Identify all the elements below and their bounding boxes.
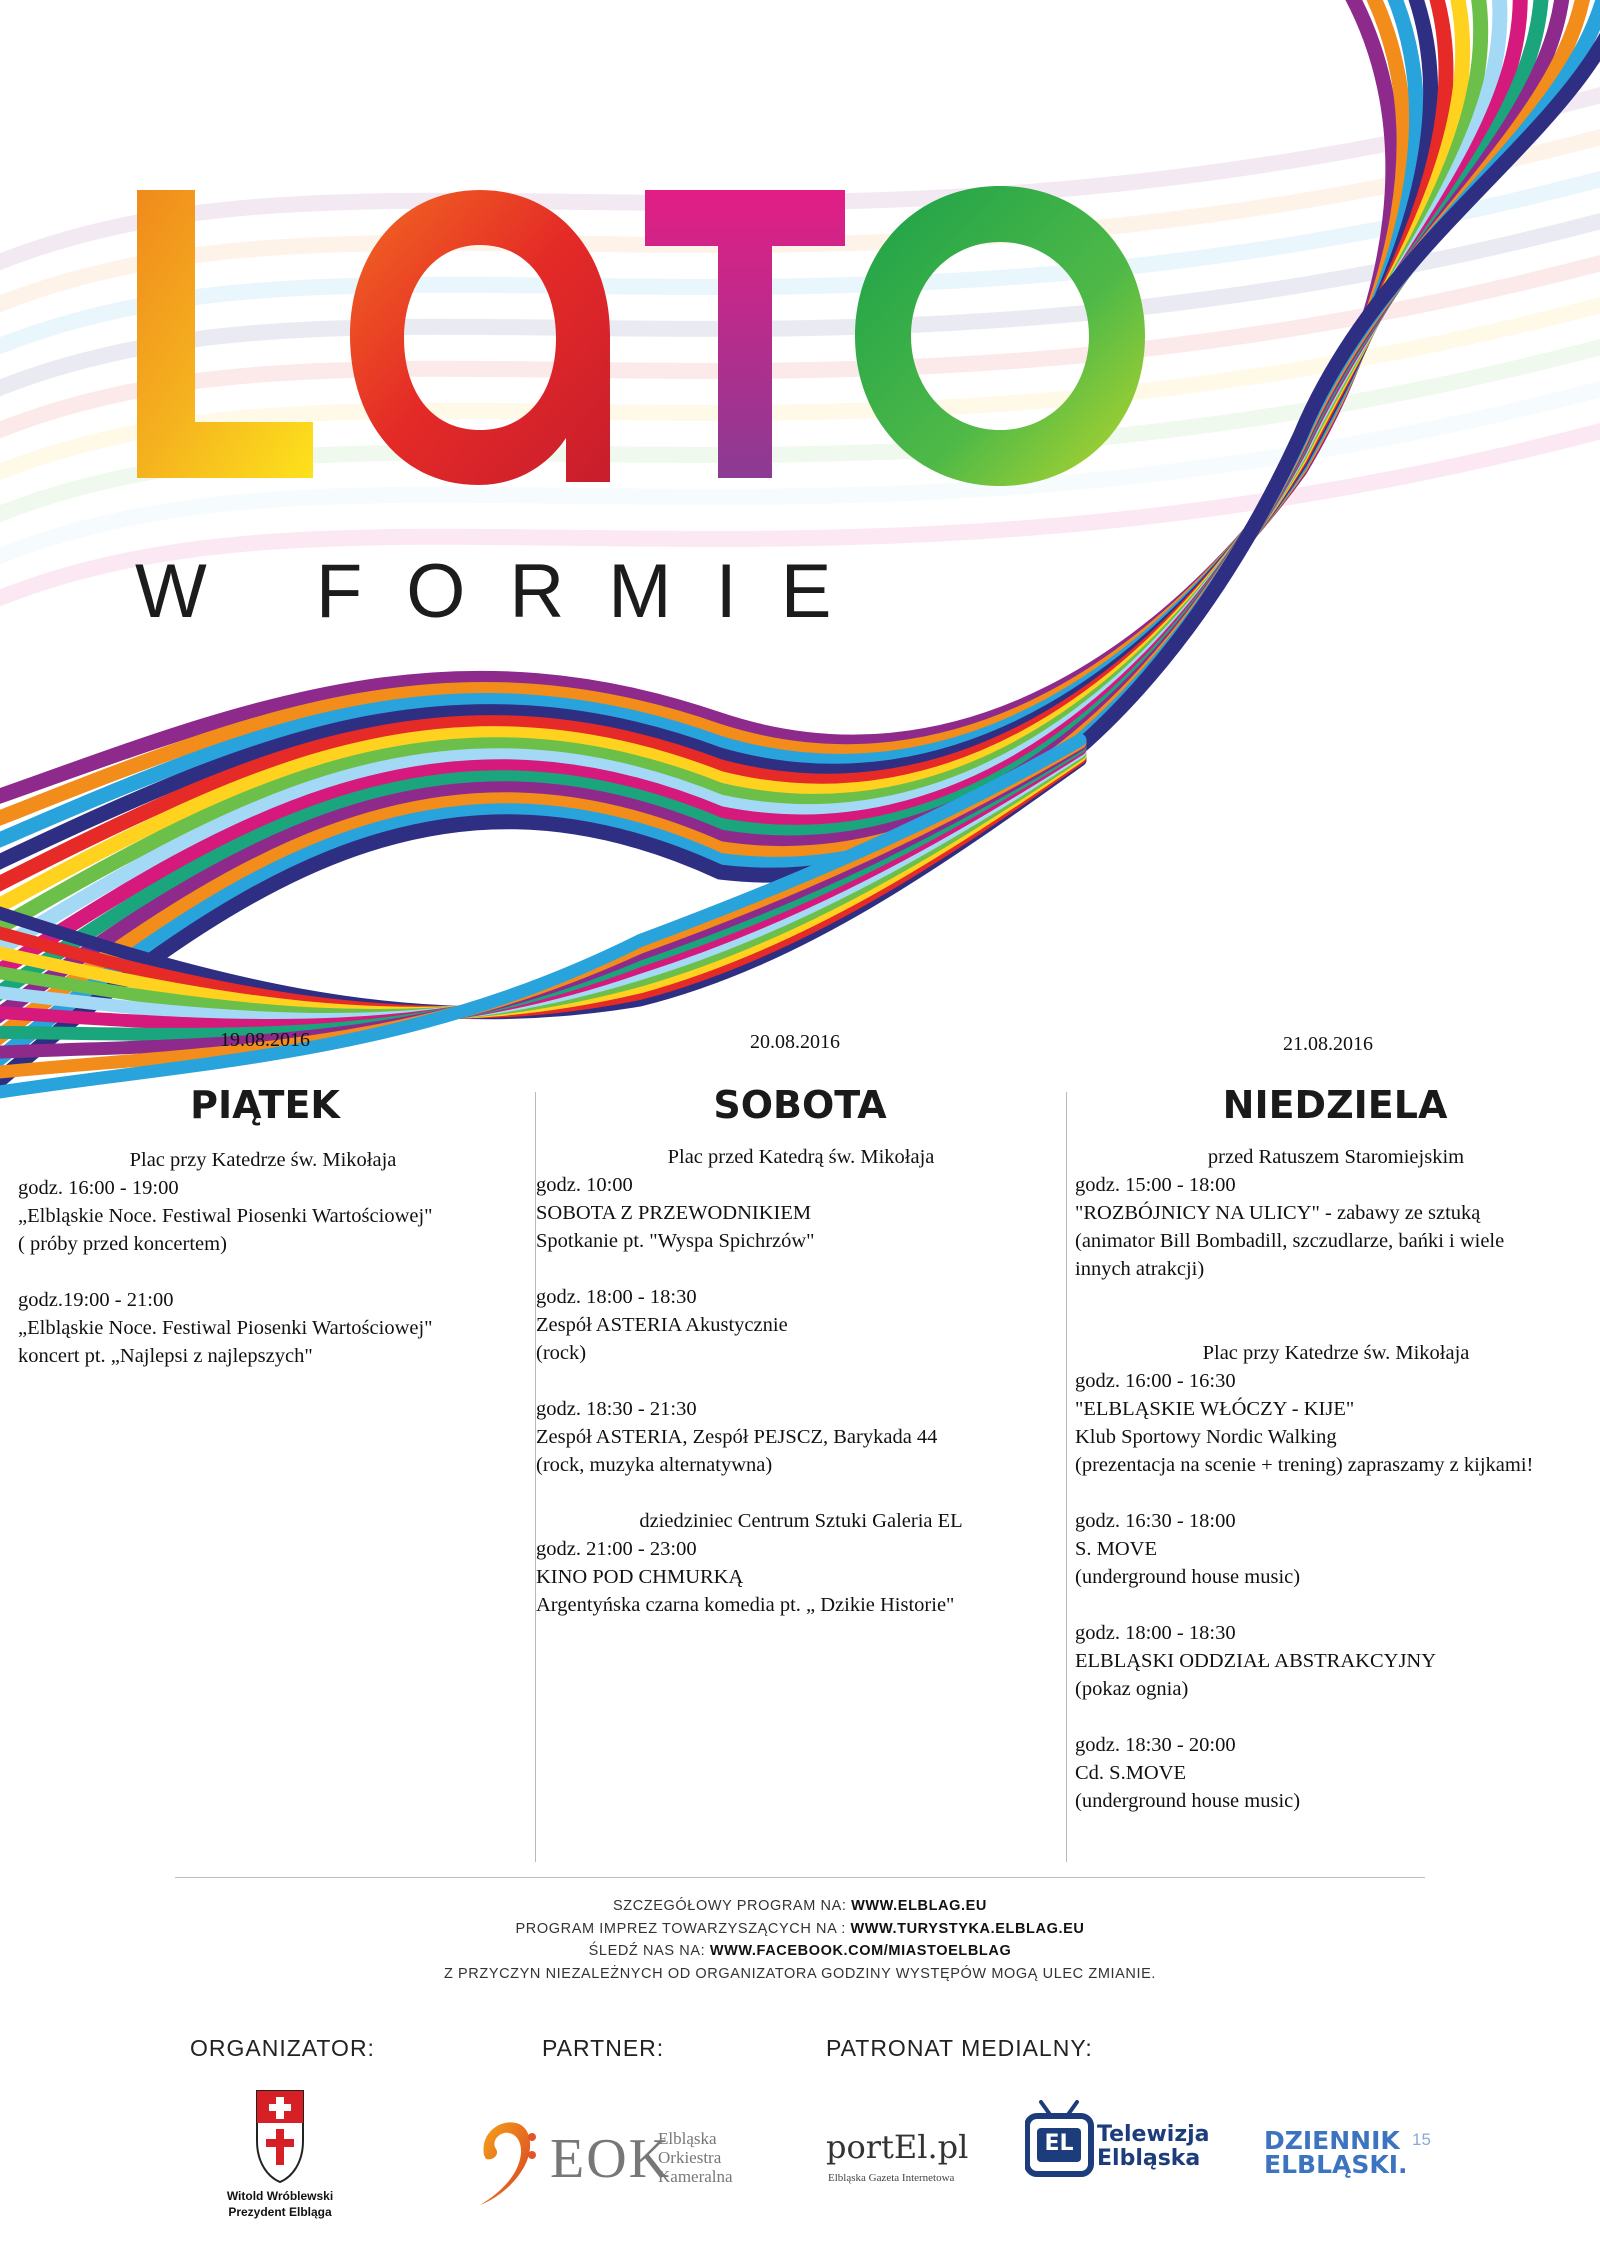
schedule-sunday bbox=[1075, 1143, 1597, 1815]
info-line bbox=[0, 1895, 1600, 1918]
date-friday: 19.08.2016 bbox=[220, 1029, 310, 1051]
letter-a bbox=[350, 190, 610, 485]
venue-line: Plac przy Katedrze św. Mikołaja bbox=[1202, 1342, 1470, 1364]
media-label: PATRONAT MEDIALNY: bbox=[826, 2035, 1093, 2061]
event-line: godz. 16:00 - 19:00 bbox=[18, 1177, 179, 1199]
line-gap bbox=[536, 1255, 1066, 1283]
event-line: koncert pt. „Najlepsi z najlepszych" bbox=[18, 1345, 313, 1367]
event-line: Zespół ASTERIA, Zespół PEJSCZ, Barykada 44 bbox=[536, 1426, 938, 1448]
info-label: SZCZEGÓŁOWY PROGRAM NA: bbox=[613, 1898, 852, 1914]
event-line: godz. 15:00 - 18:00 bbox=[1075, 1174, 1236, 1196]
event-line: ELBLĄSKI ODDZIAŁ ABSTRAKCYJNY bbox=[1075, 1650, 1437, 1672]
line-gap bbox=[536, 1367, 1066, 1395]
date-sunday: 21.08.2016 bbox=[1283, 1033, 1373, 1055]
event-line: godz. 18:00 - 18:30 bbox=[1075, 1622, 1236, 1644]
dziennik-line-1: DZIENNIK bbox=[1264, 2126, 1400, 2155]
event-line: "ELBLĄSKIE WŁÓCZY - KIJE" bbox=[1075, 1398, 1355, 1420]
organizer-name-1: Witold Wróblewski bbox=[226, 2189, 334, 2203]
event-line: (prezentacja na scenie + trening) zapraszamy z kijkami! bbox=[1075, 1454, 1534, 1476]
organizer-logo bbox=[210, 2085, 350, 2225]
info-label: ŚLEDŹ NAS NA: bbox=[588, 1943, 710, 1959]
eok-short: EOK bbox=[550, 2128, 672, 2190]
schedule-saturday bbox=[536, 1143, 1066, 1619]
date-saturday: 20.08.2016 bbox=[750, 1031, 840, 1053]
event-line: godz. 16:00 - 16:30 bbox=[1075, 1370, 1236, 1392]
event-line: godz. 18:30 - 21:30 bbox=[536, 1398, 697, 1420]
info-line bbox=[0, 1940, 1600, 1963]
event-line: (pokaz ognia) bbox=[1075, 1678, 1189, 1700]
venue-line: Plac przed Katedrą św. Mikołaja bbox=[667, 1146, 935, 1168]
elblag-crest-icon bbox=[210, 2085, 350, 2185]
partner-label: PARTNER: bbox=[542, 2035, 665, 2061]
event-line: SOBOTA Z PRZEWODNIKIEM bbox=[536, 1202, 812, 1224]
footer-divider bbox=[175, 1877, 1425, 1878]
letter-l bbox=[137, 190, 313, 478]
event-line: innych atrakcji) bbox=[1075, 1258, 1205, 1280]
subtitle-w-formie: W FORMIE bbox=[135, 549, 876, 634]
event-line: Spotkanie pt. "Wyspa Spichrzów" bbox=[536, 1230, 815, 1252]
event-line: (underground house music) bbox=[1075, 1790, 1301, 1812]
info-link[interactable]: WWW.FACEBOOK.COM/MIASTOELBLAG bbox=[709, 1943, 1012, 1959]
event-line: godz. 21:00 - 23:00 bbox=[536, 1538, 697, 1560]
schedule-friday bbox=[18, 1146, 508, 1370]
event-line: „Elbląskie Noce. Festiwal Piosenki Wartościowej" bbox=[18, 1205, 433, 1227]
dziennik-logo bbox=[1262, 2126, 1452, 2186]
line-gap bbox=[1075, 1703, 1597, 1731]
portel-sub: Elbląska Gazeta Internetowa bbox=[828, 2172, 955, 2184]
portel-logo bbox=[822, 2128, 992, 2188]
portel-name: portEl.pl bbox=[826, 2128, 969, 2166]
event-line: (rock) bbox=[536, 1342, 587, 1364]
title-lato bbox=[0, 0, 1600, 560]
eok-line-2: Orkiestra bbox=[658, 2148, 722, 2167]
event-line: (animator Bill Bombadill, szczudlarze, bańki i wiele bbox=[1075, 1230, 1505, 1252]
organizer-name-2: Prezydent Elbląga bbox=[228, 2205, 332, 2219]
venue-line: dziedziniec Centrum Sztuki Galeria EL bbox=[639, 1510, 963, 1532]
event-line: godz.19:00 - 21:00 bbox=[18, 1289, 174, 1311]
venue-line: Plac przy Katedrze św. Mikołaja bbox=[129, 1149, 397, 1171]
info-label: Z PRZYCZYN NIEZALEŻNYCH OD ORGANIZATORA GODZINY WYSTĘPÓW MOGĄ ULEC ZMIANIE. bbox=[443, 1965, 1157, 1982]
info-link[interactable]: WWW.ELBLAG.EU bbox=[851, 1898, 987, 1914]
eok-line-1: Elbląska bbox=[658, 2129, 717, 2148]
dziennik-mark: 15 bbox=[1412, 2130, 1431, 2149]
event-line: (underground house music) bbox=[1075, 1566, 1301, 1588]
line-gap bbox=[1075, 1479, 1597, 1507]
day-name-sunday: NIEDZIELA bbox=[1222, 1083, 1448, 1127]
day-name-saturday: SOBOTA bbox=[713, 1083, 887, 1127]
event-line: godz. 18:30 - 20:00 bbox=[1075, 1734, 1236, 1756]
line-gap bbox=[18, 1258, 508, 1286]
letter-o bbox=[855, 186, 1145, 486]
telewizja-logo bbox=[1025, 2100, 1215, 2180]
event-line: ( próby przed koncertem) bbox=[18, 1233, 227, 1255]
info-label: PROGRAM IMPREZ TOWARZYSZĄCYCH NA : bbox=[515, 1920, 851, 1937]
info-line bbox=[0, 1918, 1600, 1941]
tv-line-1: Telewizja bbox=[1097, 2122, 1210, 2147]
event-line: godz. 18:00 - 18:30 bbox=[536, 1286, 697, 1308]
event-line: KINO POD CHMURKĄ bbox=[536, 1566, 744, 1588]
event-line: S. MOVE bbox=[1075, 1538, 1158, 1560]
tv-badge: EL bbox=[1044, 2131, 1074, 2156]
line-gap bbox=[1075, 1283, 1597, 1339]
event-line: „Elbląskie Noce. Festiwal Piosenki Wartościowej" bbox=[18, 1317, 433, 1339]
event-line: (rock, muzyka alternatywna) bbox=[536, 1454, 773, 1476]
event-line: Zespół ASTERIA Akustycznie bbox=[536, 1314, 788, 1336]
letter-t bbox=[645, 190, 845, 478]
footer-info bbox=[0, 1895, 1600, 1985]
line-gap bbox=[536, 1479, 1066, 1507]
eok-line-3: Kameralna bbox=[658, 2167, 733, 2186]
eok-logo bbox=[470, 2115, 740, 2210]
event-line: Klub Sportowy Nordic Walking bbox=[1075, 1426, 1337, 1448]
venue-line: przed Ratuszem Staromiejskim bbox=[1207, 1146, 1465, 1168]
event-line: Argentyńska czarna komedia pt. „ Dzikie Historie" bbox=[536, 1594, 955, 1616]
day-name-friday: PIĄTEK bbox=[190, 1083, 340, 1127]
info-line bbox=[0, 1963, 1600, 1986]
tv-line-2: Elbląska bbox=[1097, 2146, 1201, 2171]
event-line: godz. 16:30 - 18:00 bbox=[1075, 1510, 1236, 1532]
info-link[interactable]: WWW.TURYSTYKA.ELBLAG.EU bbox=[850, 1920, 1085, 1937]
dziennik-line-2: ELBLĄSKI. bbox=[1264, 2150, 1408, 2179]
event-line: "ROZBÓJNICY NA ULICY" - zabawy ze sztuką bbox=[1075, 1202, 1481, 1224]
organizer-label: ORGANIZATOR: bbox=[190, 2035, 375, 2061]
bass-clef-icon bbox=[470, 2115, 540, 2210]
event-line: Cd. S.MOVE bbox=[1075, 1762, 1187, 1784]
column-divider-2 bbox=[1066, 1092, 1067, 1862]
event-line: godz. 10:00 bbox=[536, 1174, 633, 1196]
line-gap bbox=[1075, 1591, 1597, 1619]
column-divider-1 bbox=[535, 1092, 536, 1862]
